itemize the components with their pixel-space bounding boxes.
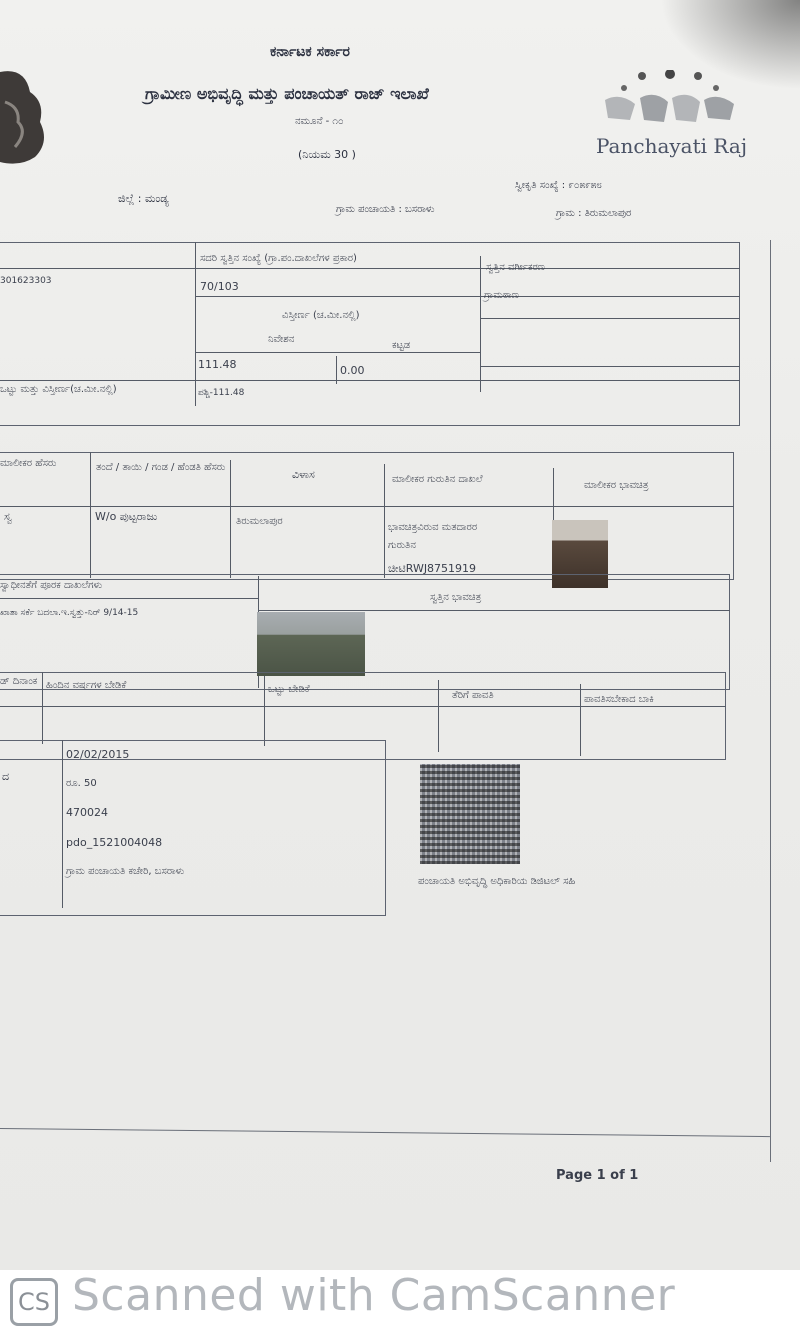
issue-rupees: ರೂ. 50	[66, 778, 97, 789]
site-label: ನಿವೇಶನ	[268, 334, 295, 345]
state-emblem-icon	[0, 62, 60, 172]
owner-name: ಸ್ವ	[4, 510, 12, 523]
panchayati-raj-logo-text: Panchayati Raj	[596, 134, 748, 158]
owner-header-address: ವಿಳಾಸ	[292, 468, 315, 481]
property-left-id: 301623303	[0, 276, 52, 286]
camscanner-logo-icon: CS	[10, 1278, 58, 1326]
owner-header-id: ಮಾಲೀಕರ ಗುರುತಿನ ದಾಖಲೆ	[392, 474, 483, 485]
owner-relation: W/o ಪುಟ್ಟರಾಜು	[95, 510, 158, 523]
form-number: ನಮೂನೆ - ೧೦	[295, 116, 344, 127]
village: ಗ್ರಾಮ : ತಿರುಮಲಾಪುರ	[556, 208, 632, 219]
site-area-value: 111.48	[198, 358, 237, 371]
building-label: ಕಟ್ಟಡ	[392, 340, 411, 351]
documents-value: ಖಾತಾ ಸರ್ಕೆ ಬದಲಾ.ಇ.ಸ್ವತ್ತು-ನಿರ್ 9/14-15	[0, 608, 139, 618]
owner-id-line2: ಗುರುತಿನ	[388, 540, 416, 551]
owner-address: ತಿರುಮಲಾಪುರ	[236, 516, 283, 527]
tax-header-date: ಡ್ ದಿನಾಂಕ	[0, 676, 38, 687]
district: ಜಿಲ್ಲೆ : ಮಂಡ್ಯ	[118, 192, 169, 205]
panchayati-raj-logo-icon	[600, 70, 740, 126]
issue-date: 02/02/2015	[66, 748, 130, 761]
owner-id-line3: ಚೀಟಿRWJ8751919	[388, 562, 477, 575]
owner-header-name: ಮಾಲೀಕರ ಹೆಸರು	[0, 458, 57, 469]
owner-header-photo: ಮಾಲೀಕರ ಭಾವಚಿತ್ರ	[584, 480, 649, 491]
camscanner-watermark-text: Scanned with CamScanner	[72, 1270, 676, 1321]
issue-section	[0, 740, 386, 916]
issue-receipt: 470024	[66, 806, 108, 819]
issue-left-char: ದ	[2, 770, 10, 783]
property-number-value: 70/103	[200, 280, 239, 293]
qr-code	[420, 764, 520, 864]
property-class-value: ಗ್ರಾಮಠಾಣ	[484, 290, 519, 301]
property-class-label: ಸ್ವತ್ತಿನ ವರ್ಗೀಕರಣ	[486, 262, 545, 273]
total-area-label: ಒಟ್ಟು ಮತ್ತು ವಿಸ್ತೀರ್ಣ(ಚ.ಮೀ.ನಲ್ಲಿ)	[0, 384, 117, 395]
issue-office: ಗ್ರಾಮ ಪಂಚಾಯತಿ ಕಚೇರಿ, ಬಸರಾಳು	[66, 866, 185, 877]
page-number: Page 1 of 1	[556, 1168, 639, 1183]
tax-header-total: ಒಟ್ಟು ಬೇಡಿಕೆ	[268, 684, 310, 695]
tax-header-paid: ತೆರಿಗೆ ಪಾವತಿ	[452, 690, 494, 701]
digital-signature-label: ಪಂಚಾಯತಿ ಅಭಿವೃದ್ಧಿ ಅಧಿಕಾರಿಯ ಡಿಜಿಟಲ್ ಸಹಿ	[418, 876, 576, 887]
gram-panchayat: ಗ್ರಾಮ ಪಂಚಾಯತಿ : ಬಸರಾಳು	[336, 204, 435, 215]
total-area-value: ಪಶ್ಚಿ-111.48	[198, 388, 245, 398]
govt-title: ಕರ್ನಾಟಕ ಸರ್ಕಾರ	[270, 44, 350, 60]
ack-number: ಸ್ವೀಕೃತಿ ಸಂಖ್ಯೆ : ೯೦೫೯೫೮	[515, 180, 602, 191]
property-number-label: ಸದರಿ ಸ್ವತ್ತಿನ ಸಂಖ್ಯೆ (ಗ್ರಾ.ಪಂ.ದಾಖಲೆಗಳ ಪ್ರಕಾರ)	[200, 253, 357, 264]
area-label: ವಿಸ್ತೀರ್ಣ (ಚ.ಮೀ.ನಲ್ಲಿ)	[282, 310, 360, 321]
building-area-value: 0.00	[340, 364, 365, 377]
owner-id-line1: ಭಾವಚಿತ್ರವಿರುವ ಮತದಾರರ	[388, 522, 478, 533]
property-section	[0, 242, 740, 426]
tax-header-previous: ಹಿಂದಿನ ವರ್ಷಗಳ ಬೇಡಿಕೆ	[46, 680, 127, 691]
owner-header-relation: ತಂದೆ / ತಾಯಿ / ಗಂಡ / ಹೆಂಡತಿ ಹೆಸರು	[96, 462, 226, 473]
property-photo	[257, 612, 365, 676]
rule-number: (ನಿಯಮ 30 )	[298, 148, 356, 161]
tax-header-balance: ಪಾವತಿಸಬೇಕಾದ ಬಾಕಿ	[584, 694, 654, 705]
issue-pdo: pdo_1521004048	[66, 836, 163, 849]
property-photo-label: ಸ್ವತ್ತಿನ ಭಾವಚಿತ್ರ	[430, 592, 482, 603]
documents-label: ಸ್ವಾಧೀನತೆಗೆ ಪೂರಕ ದಾಖಲೆಗಳು	[0, 580, 103, 591]
department-title: ಗ್ರಾಮೀಣ ಅಭಿವೃದ್ಧಿ ಮತ್ತು ಪಂಚಾಯತ್ ರಾಜ್ ಇಲಾಖೆ	[145, 84, 429, 103]
